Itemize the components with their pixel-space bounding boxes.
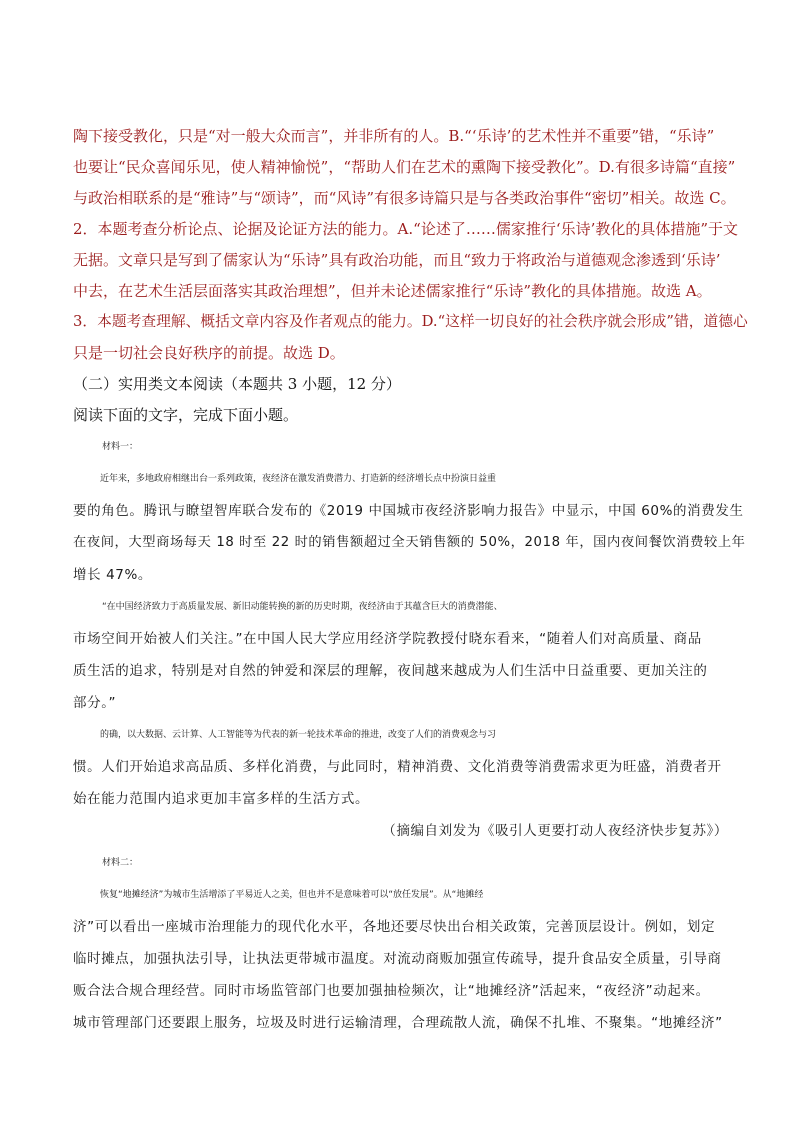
material1-line: 始在能力范围内追求更加丰富多样的生活方式。 bbox=[73, 791, 370, 807]
answer-line: 陶下接受教化，只是“对一般大众而言”，并非所有的人。B.“‘乐诗’的艺术性并不重要”错，“乐诗” bbox=[73, 127, 715, 145]
answer-line: 3．本题考查理解、概括文章内容及作者观点的能力。D.“这样一切良好的社会秩序就会形成”错，道德心 bbox=[73, 313, 748, 330]
material1-line: “在中国经济致力于高质量发展、新旧动能转换的新的历史时期，夜经济由于其蕴含巨大的消费潜能、 bbox=[102, 602, 503, 612]
answer-line: 与政治相联系的是“雅诗”与“颂诗”，而“风诗”有很多诗篇只是与各类政治事件“密切”相关。故选 C。 bbox=[73, 189, 736, 207]
section-instruction: 阅读下面的文字，完成下面小题。 bbox=[73, 406, 299, 424]
material1-line: 惯。人们开始追求高品质、多样化消费，与此同时，精神消费、文化消费等消费需求更为旺盛，消费者开 bbox=[73, 759, 722, 775]
answer-line: 也要让“民众喜闻乐见，使人精神愉悦”，“帮助人们在艺术的熏陶下接受教化”。D.有很多诗篇“直接” bbox=[73, 158, 736, 176]
material1-source: （摘编自刘发为《吸引人更要打动人夜经济快步复苏》） bbox=[382, 823, 728, 839]
material1-line: 在夜间，大型商场每天 18 时至 22 时的销售额超过全天销售额的 50%，2018 年，国内夜间餐饮消费较上年 bbox=[73, 535, 746, 550]
material1-line: 质生活的追求，特别是对自然的钟爱和深层的理解，夜间越来越成为人们生活中日益重要、更加关注的 bbox=[73, 663, 708, 679]
material1-line: 近年来，多地政府相继出台一系列政策，夜经济在激发消费潜力、打造新的经济增长点中扮演日益重 bbox=[100, 474, 497, 484]
material1-line: 增长 47%。 bbox=[73, 567, 152, 583]
material1-line: 的确，以大数据、云计算、人工智能等为代表的新一轮技术革命的推进，改变了人们的消费观念与习 bbox=[100, 730, 497, 740]
material2-line: 临时摊点，加强执法引导，让执法更带城市温度。对流动商贩加强宣传疏导，提升食品安全质量，引导商 bbox=[73, 951, 722, 967]
material2-line: 贩合法合规合理经营。同时市场监管部门也要加强抽检频次，让“地摊经济”活起来，“夜经济”动起来。 bbox=[73, 983, 710, 999]
material1-line: 要的角色。腾讯与瞭望智库联合发布的《2019 中国城市夜经济影响力报告》中显示，中国 60%的消费发生 bbox=[73, 503, 744, 519]
answer-line: 中去，在艺术生活层面落实其政治理想”，但并未论述儒家推行“乐诗”教化的具体措施。故选 A。 bbox=[73, 282, 712, 300]
section-heading: （二）实用类文本阅读（本题共 3 小题，12 分） bbox=[73, 375, 401, 393]
material2-line: 济”可以看出一座城市治理能力的现代化水平，各地还要尽快出台相关政策，完善顶层设计。例如，划定 bbox=[73, 919, 716, 935]
answer-line: 2．本题考查分析论点、论据及论证方法的能力。A.“论述了……儒家推行‘乐诗’教化的具体措施”于文 bbox=[73, 220, 739, 238]
answer-line: 无据。文章只是写到了儒家认为“乐诗”具有政治功能，而且“致力于将政治与道德观念渗透到‘乐诗’ bbox=[73, 251, 721, 269]
material2-label: 材料二： bbox=[102, 858, 139, 868]
material1-line: 市场空间开始被人们关注。”在中国人民大学应用经济学院教授付晓东看来，“随着人们对高质量、商品 bbox=[73, 631, 702, 647]
material1-label: 材料一： bbox=[102, 442, 139, 452]
material2-line: 恢复“地摊经济”为城市生活增添了平易近人之美，但也并不是意味着可以“放任发展”。从“地摊经 bbox=[100, 890, 484, 900]
material1-line: 部分。” bbox=[73, 695, 117, 711]
answer-line: 只是一切社会良好秩序的前提。故选 D。 bbox=[73, 344, 345, 362]
material2-line: 城市管理部门还要跟上服务，垃圾及时进行运输清理，合理疏散人流，确保不扎堆、不聚集。“地摊经济” bbox=[73, 1015, 723, 1031]
